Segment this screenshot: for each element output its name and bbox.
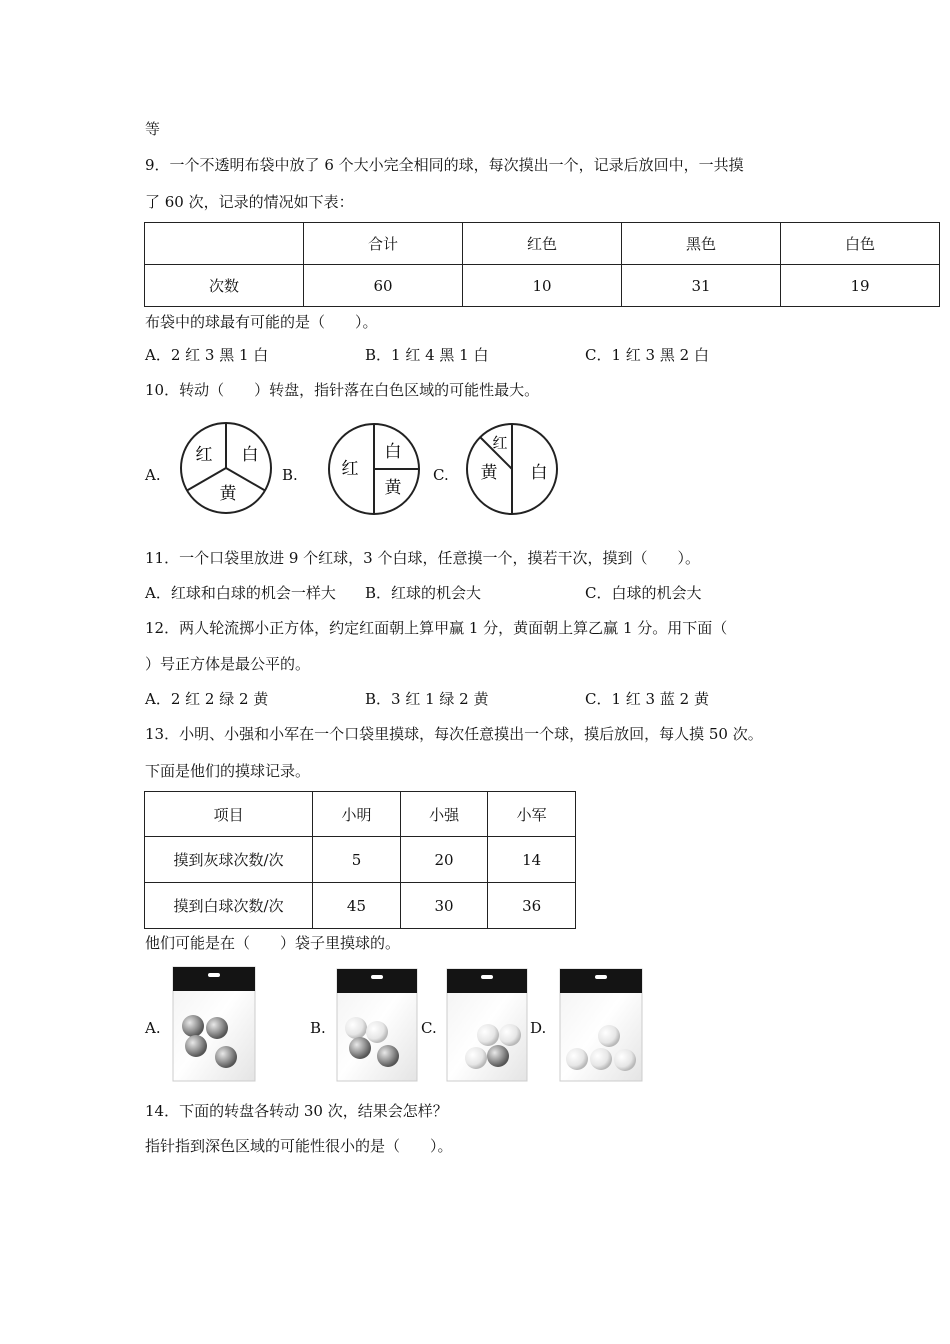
bag-d-white-ball xyxy=(598,1025,620,1047)
q13-label-c[interactable]: C. xyxy=(421,1019,437,1037)
q13-row-gray-xiaoqiang: 20 xyxy=(400,837,488,883)
bag-a-gray-ball xyxy=(182,1015,204,1037)
q10-a-white-label: 白 xyxy=(241,445,259,465)
q10-label-a[interactable]: A. xyxy=(145,466,161,484)
q10-spinner-b[interactable] xyxy=(326,421,422,517)
bag-b-white-ball xyxy=(345,1017,367,1039)
q9-value-red: 10 xyxy=(463,265,622,307)
bag-a-gray-ball xyxy=(185,1035,207,1057)
q10-a-yellow-label: 黄 xyxy=(219,484,237,504)
q9-header-empty xyxy=(145,223,304,265)
q10-b-white-label: 白 xyxy=(384,442,402,462)
bag-c-white-ball xyxy=(499,1024,521,1046)
q13-row-white-xiaoqiang: 30 xyxy=(400,883,488,929)
q11-option-a[interactable]: A．红球和白球的机会一样大 xyxy=(145,584,336,602)
q13-label-d[interactable]: D. xyxy=(530,1019,547,1037)
q13-row-white-xiaoming: 45 xyxy=(313,883,401,929)
q13-row-gray-label: 摸到灰球次数/次 xyxy=(145,837,313,883)
bag-d-hang-hole xyxy=(595,975,607,979)
q13-header-xiaojun: 小军 xyxy=(488,792,576,837)
q13-row-white-label: 摸到白球次数/次 xyxy=(145,883,313,929)
bag-c-gray-ball xyxy=(487,1045,509,1067)
top-fragment: 等 xyxy=(145,120,161,138)
q9-option-b[interactable]: B．1 红 4 黑 1 白 xyxy=(365,346,489,364)
q13-row-gray-xiaojun: 14 xyxy=(488,837,576,883)
bag-b-hang-hole xyxy=(371,975,383,979)
q10-label-c[interactable]: C. xyxy=(433,466,449,484)
q13-bag-a[interactable] xyxy=(172,966,256,1082)
q10-line1: 10．转动（ ）转盘，指针落在白色区域的可能性最大。 xyxy=(145,381,540,399)
q10-a-red-label: 红 xyxy=(195,445,213,465)
q13-question: 他们可能是在（ ）袋子里摸球的。 xyxy=(145,934,401,952)
bag-c-hang-hole xyxy=(481,975,493,979)
bag-b-white-ball xyxy=(366,1021,388,1043)
q12-option-a[interactable]: A．2 红 2 绿 2 黄 xyxy=(145,690,269,708)
q9-header-red: 红色 xyxy=(463,223,622,265)
bag-a-gray-ball xyxy=(206,1017,228,1039)
q10-c-white-label: 白 xyxy=(530,463,548,483)
q9-line2: 了 60 次，记录的情况如下表： xyxy=(145,193,354,211)
q10-c-yellow-label: 黄 xyxy=(480,463,498,483)
bag-d-header xyxy=(560,969,642,993)
bag-c-white-ball xyxy=(465,1047,487,1069)
bag-c-header xyxy=(447,969,527,993)
q10-c-red-label: 红 xyxy=(492,434,508,452)
q13-header-xiaoqiang: 小强 xyxy=(400,792,488,837)
q9-header-total: 合计 xyxy=(304,223,463,265)
q13-header-item: 项目 xyxy=(145,792,313,837)
q12-option-c[interactable]: C．1 红 3 蓝 2 黄 xyxy=(585,690,709,708)
q10-b-red-label: 红 xyxy=(341,459,359,479)
q10-label-b[interactable]: B. xyxy=(282,466,298,484)
q9-row-label: 次数 xyxy=(145,265,304,307)
q12-line2: ）号正方体是最公平的。 xyxy=(145,655,311,673)
q13-row-gray-xiaoming: 5 xyxy=(313,837,401,883)
bag-d-white-ball xyxy=(614,1049,636,1071)
bag-d-white-ball xyxy=(566,1048,588,1070)
q13-bag-c[interactable] xyxy=(446,968,528,1082)
q9-question: 布袋中的球最有可能的是（ ）。 xyxy=(145,313,378,331)
bag-a-gray-ball xyxy=(215,1046,237,1068)
q13-row-white-xiaojun: 36 xyxy=(488,883,576,929)
q13-header-xiaoming: 小明 xyxy=(313,792,401,837)
q9-value-total: 60 xyxy=(304,265,463,307)
bag-b-gray-ball xyxy=(349,1037,371,1059)
q12-line1: 12．两人轮流掷小正方体，约定红面朝上算甲赢 1 分，黄面朝上算乙赢 1 分。用下面（ xyxy=(145,619,728,637)
q11-option-b[interactable]: B．红球的机会大 xyxy=(365,584,482,602)
bag-c-white-ball xyxy=(477,1024,499,1046)
q12-option-b[interactable]: B．3 红 1 绿 2 黄 xyxy=(365,690,489,708)
q10-spinner-a[interactable] xyxy=(178,420,274,516)
q9-line1: 9．一个不透明布袋中放了 6 个大小完全相同的球，每次摸出一个，记录后放回中，一共摸 xyxy=(145,156,744,174)
bag-a-header xyxy=(173,967,255,991)
q9-value-black: 31 xyxy=(622,265,781,307)
q10-spinner-c[interactable] xyxy=(464,421,560,517)
bag-b-header xyxy=(337,969,417,993)
bag-a-hang-hole xyxy=(208,973,220,977)
bag-b-gray-ball xyxy=(377,1045,399,1067)
q9-header-white: 白色 xyxy=(781,223,940,265)
q14-line2: 指针指到深色区域的可能性很小的是（ ）。 xyxy=(145,1137,453,1155)
q14-line1: 14．下面的转盘各转动 30 次，结果会怎样？ xyxy=(145,1102,448,1120)
bag-d-white-ball xyxy=(590,1048,612,1070)
q13-line2: 下面是他们的摸球记录。 xyxy=(145,762,311,780)
q13-bag-d[interactable] xyxy=(559,968,643,1082)
q13-table xyxy=(144,791,576,929)
q9-option-a[interactable]: A．2 红 3 黑 1 白 xyxy=(145,346,269,364)
q13-line1: 13．小明、小强和小军在一个口袋里摸球，每次任意摸出一个球，摸后放回，每人摸 50 次。 xyxy=(145,725,763,743)
q9-table xyxy=(144,222,940,307)
q9-value-white: 19 xyxy=(781,265,940,307)
q13-bag-b[interactable] xyxy=(336,968,418,1082)
q9-option-c[interactable]: C．1 红 3 黑 2 白 xyxy=(585,346,709,364)
q13-label-a[interactable]: A. xyxy=(145,1019,161,1037)
q10-b-yellow-label: 黄 xyxy=(384,478,402,498)
q11-line1: 11．一个口袋里放进 9 个红球，3 个白球，任意摸一个，摸若干次，摸到（ ）。 xyxy=(145,549,700,567)
q13-label-b[interactable]: B. xyxy=(310,1019,326,1037)
q11-option-c[interactable]: C．白球的机会大 xyxy=(585,584,702,602)
q9-header-black: 黑色 xyxy=(622,223,781,265)
